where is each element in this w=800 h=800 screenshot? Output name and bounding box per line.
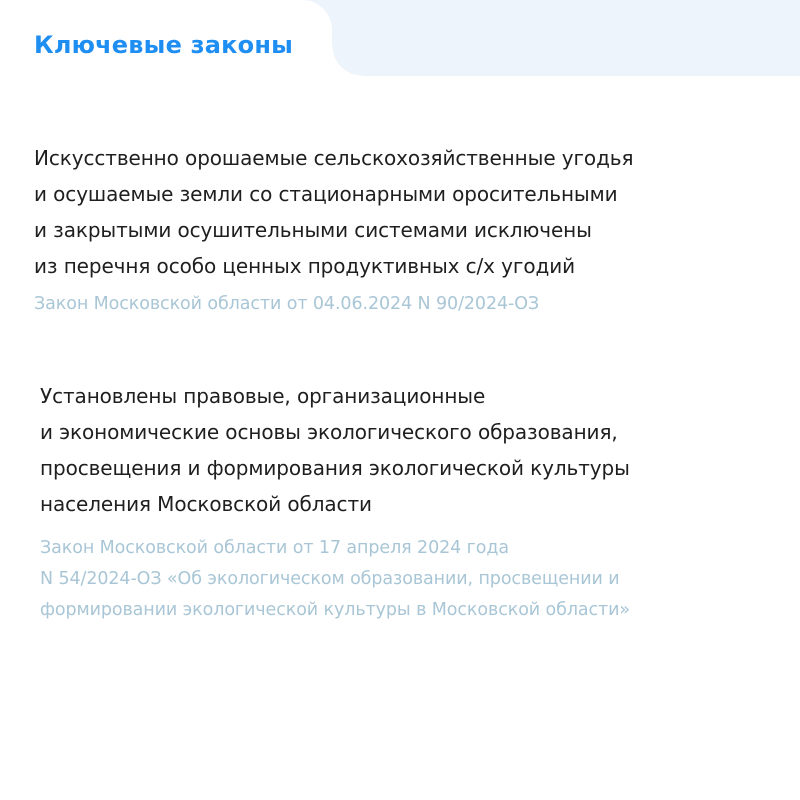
law-description: [34, 140, 633, 284]
law-description: [40, 378, 630, 522]
law-item: [40, 378, 630, 626]
law-source-line: Закон Московской области от 04.06.2024 N 90/2024-ОЗ: [34, 294, 540, 314]
law-description-line: Установлены правовые, организационные: [40, 384, 486, 408]
law-description-line: и экономические основы экологического образования,: [40, 420, 618, 444]
law-item: [34, 140, 633, 320]
law-source: [40, 533, 630, 626]
law-description-line: населения Московской области: [40, 492, 372, 516]
page-title: Ключевые законы: [34, 31, 294, 59]
law-description-line: просвещения и формирования экологической культуры: [40, 456, 630, 480]
law-source-line: Закон Московской области от 17 апреля 2024 года: [40, 538, 509, 558]
law-description-line: и закрытыми осушительными системами исключены: [34, 218, 592, 242]
law-source-line: формировании экологической культуры в Московской области»: [40, 600, 631, 620]
law-description-line: Искусственно орошаемые сельскохозяйственные угодья: [34, 146, 634, 170]
law-description-line: и осушаемые земли со стационарными оросительными: [34, 182, 618, 206]
law-source-line: N 54/2024-ОЗ «Об экологическом образовании, просвещении и: [40, 569, 620, 589]
law-source: [34, 289, 633, 320]
law-description-line: из перечня особо ценных продуктивных с/х угодий: [34, 254, 575, 278]
